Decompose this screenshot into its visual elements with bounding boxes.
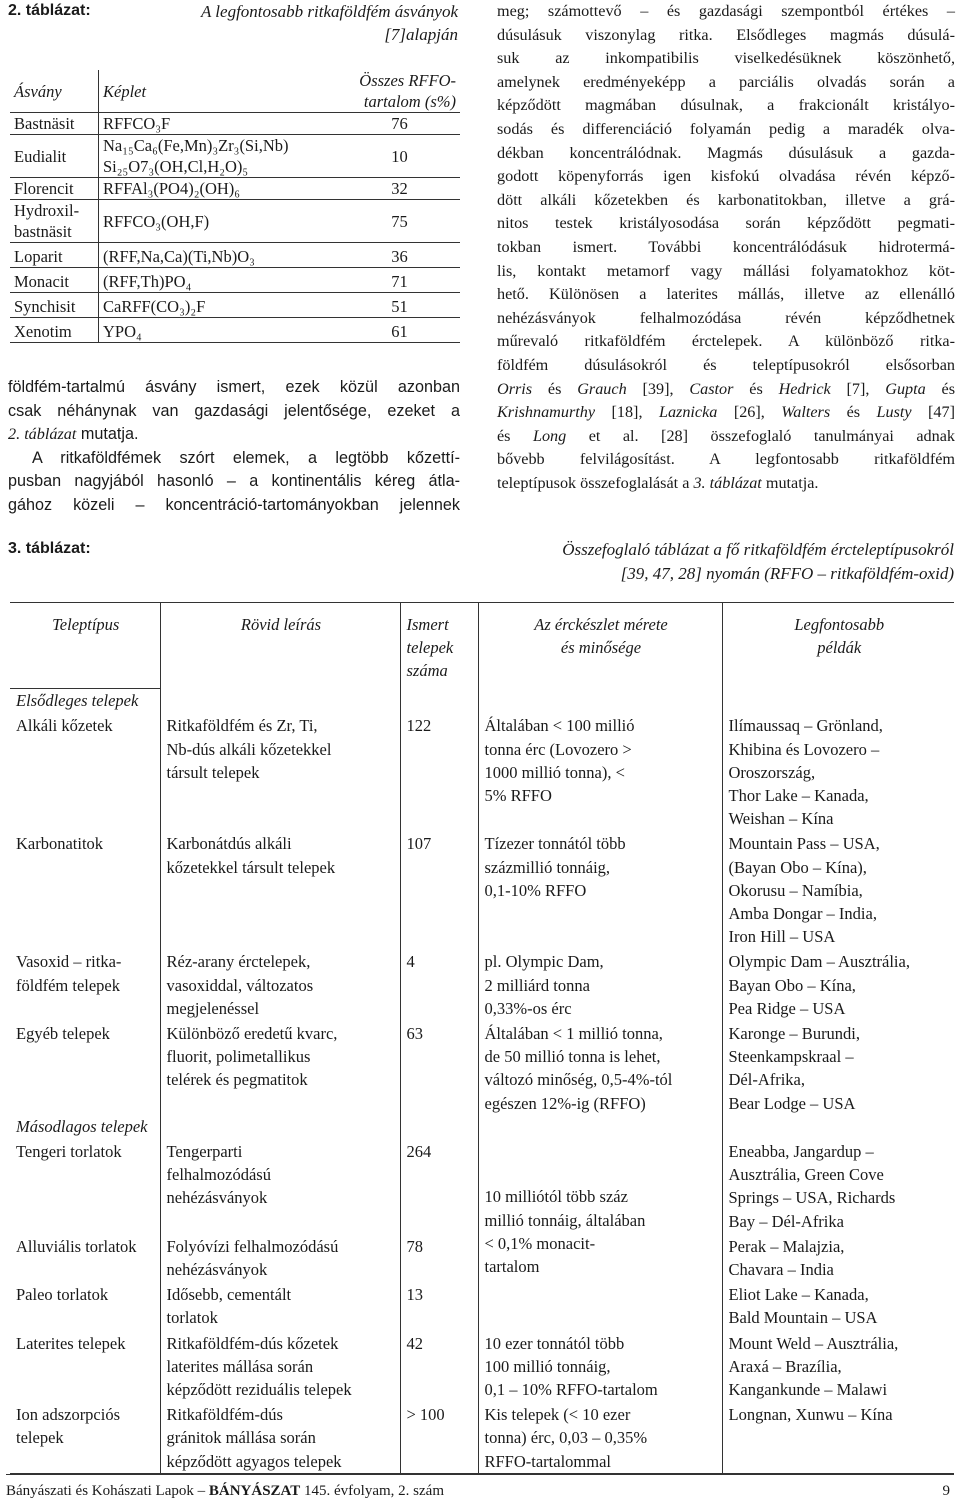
table-row [10, 1330, 954, 1402]
header-content-line2: tartalom (s%) [363, 92, 456, 111]
cell-line: Ritkaföldfém-dús [166, 1405, 283, 1425]
text-fragment: [39], [626, 379, 690, 398]
text-line [8, 423, 460, 447]
text-line: földfém-tartalmú ásvány ismert, ezek közül azonban [8, 378, 460, 396]
deposit-examples [722, 1233, 954, 1281]
header-examples-line: Legfontosabb [794, 615, 885, 634]
cell-line: Ausztrália, Green Cove [728, 1165, 884, 1185]
table-row [10, 712, 954, 830]
header-description: Rövid leírás [160, 603, 400, 689]
mineral-name: Xenotim [10, 318, 99, 343]
deposit-examples [722, 1401, 954, 1473]
author-name: Lusty [876, 403, 912, 422]
cell-line: Iron Hill – USA [728, 927, 836, 947]
header-known-line: száma [406, 661, 448, 681]
section-row-secondary [10, 1115, 954, 1138]
text-fragment: és [733, 379, 779, 398]
table-row [10, 268, 460, 293]
cell-line: 5% RFFO [484, 785, 552, 805]
page-footer [6, 1483, 954, 1500]
section-label: Másodlagos telepek [16, 1116, 148, 1136]
header-known-count [400, 603, 478, 689]
cell-line: fluorit, polimetallikus [166, 1047, 311, 1067]
header-examples-line: példák [817, 638, 862, 658]
text-line: meg; számottevő – és gazdasági szempontból értékes – [497, 2, 955, 20]
cell-line: Bay – Dél-Afrika [728, 1211, 844, 1231]
cell-line: 1000 millió tonna), < [484, 762, 625, 782]
table-row [10, 1401, 954, 1473]
mineral-content: 51 [339, 293, 460, 318]
cell-line: felhalmozódású [166, 1165, 271, 1185]
table3-caption-number: 3. táblázat: [8, 540, 91, 557]
deposit-description [160, 712, 400, 830]
cell-line: 0,33%-os érc [484, 998, 572, 1018]
table3-caption-line1: Összefoglaló táblázat a fő ritkaföldfém ércteleptípusokról [562, 540, 954, 559]
mineral-formula: RFFCO₃(OH,F) [99, 200, 340, 243]
cell-line: Általában < 1 millió tonna, [484, 1023, 663, 1043]
author-name: Grauch [577, 379, 627, 398]
text-fragment: [26], [717, 403, 782, 422]
deposit-count: 122 [400, 712, 478, 830]
author-name: Laznicka [658, 403, 718, 422]
mineral-name: Bastnäsit [10, 113, 99, 135]
cell-line: egészen 12%-ig (RFFO) [484, 1093, 646, 1113]
author-name: Walters [781, 403, 831, 422]
cell-line: Mount Weld – Ausztrália, [728, 1333, 899, 1353]
deposit-description [160, 1281, 400, 1329]
cell-line: százmillió tonnáig, [484, 857, 611, 877]
ore-size [478, 830, 722, 948]
header-formula: Képlet [103, 81, 147, 101]
text-line: tokban ismert. További koncentrálódásuk hidrotermá- [497, 237, 955, 256]
left-body-text [8, 376, 460, 518]
deposit-examples [722, 1138, 954, 1233]
cell-line: Vasoxid – ritka- [16, 952, 122, 972]
table-row [10, 318, 460, 343]
table3-caption-text [470, 538, 954, 586]
text-fragment: és [532, 379, 578, 398]
author-name: Orris [497, 379, 533, 398]
table3-header-row [10, 603, 954, 689]
text-line [497, 378, 955, 402]
table2-caption-line1: A legfontosabb ritkaföldfém ásványok [200, 2, 458, 21]
mineral-name: Florencit [10, 178, 99, 200]
author-name: Gupta [885, 379, 926, 398]
text-fragment: mutatja. [76, 425, 139, 444]
author-name: Castor [689, 379, 734, 398]
cell-line: Oroszország, [728, 762, 816, 782]
ore-size [478, 1330, 722, 1402]
deposit-type: Tengeri torlatok [16, 1141, 122, 1161]
deposit-description [160, 948, 400, 1020]
deposit-examples [722, 1281, 954, 1329]
deposit-count: 63 [400, 1020, 478, 1115]
deposit-count: > 100 [400, 1401, 478, 1473]
text-line: dött alkáli kőzetekben és karbonatitokban, illetve a grá- [497, 190, 955, 209]
table-row [10, 948, 954, 1020]
cell-line: 0,1 – 10% RFFO-tartalom [484, 1380, 658, 1399]
mineral-formula [99, 135, 340, 178]
mineral-content: 71 [339, 268, 460, 293]
ore-size [478, 1020, 722, 1115]
cell-line: Tízezer tonnától több [484, 834, 626, 854]
cell-line: megjelenéssel [166, 998, 260, 1018]
text-fragment: teleptípusok összefoglalását a [497, 473, 694, 492]
mineral-name: Monacit [10, 268, 99, 293]
text-fragment: et al. [28] összefoglaló tanulmányai adnak [566, 426, 955, 445]
deposit-description [160, 1020, 400, 1115]
header-known-line: Ismert [406, 615, 449, 634]
cell-line: Idősebb, cementált [166, 1285, 292, 1305]
text-line [497, 401, 955, 425]
cell-line: változó minőség, 0,5-4%-tól [484, 1070, 673, 1090]
right-body-text [497, 0, 955, 495]
cell-line: Bear Lodge – USA [728, 1093, 856, 1113]
header-known-line: telepek [406, 638, 454, 658]
footer-journal: Bányászati és Kohászati Lapok – [6, 1483, 209, 1499]
text-line [497, 425, 955, 449]
table2-caption-number: 2. táblázat: [8, 2, 91, 19]
mineral-formula: RFFCO₃F [99, 113, 340, 135]
text-line: pusban nagyjából hasonló – a kontinentális kéreg átla- [8, 472, 460, 491]
deposit-count: 42 [400, 1330, 478, 1402]
table-row [10, 113, 460, 135]
ore-size [478, 1401, 722, 1473]
text-fragment: [18], [595, 403, 659, 422]
text-line: lis, kontakt metamorf vagy mállási folyamatokhoz köt- [497, 261, 955, 280]
text-fragment: és [830, 403, 877, 422]
mineral-content: 61 [339, 318, 460, 343]
text-line: műrevaló ritkaföldfém érctelepek. A különböző ritka- [497, 332, 955, 351]
cell-line: vasoxiddal, változatos [166, 975, 314, 995]
table-row [10, 243, 460, 268]
deposit-examples [722, 712, 954, 830]
cell-line: telepek [16, 1428, 64, 1448]
text-fragment: [7], [830, 379, 886, 398]
cell-line: képződött agyagos telepek [166, 1451, 342, 1471]
cell-line: Karonge – Burundi, [728, 1023, 861, 1043]
cell-line: Chavara – India [728, 1259, 834, 1279]
deposit-type [10, 1401, 160, 1473]
deposit-type: Paleo torlatok [16, 1285, 109, 1305]
cell-line: Steenkampskraal – [728, 1047, 854, 1067]
deposit-examples [722, 1020, 954, 1115]
cell-line: Ion adszorpciós [16, 1405, 121, 1425]
cell-line: képződött reziduális telepek [166, 1380, 352, 1399]
table2-caption-text [150, 0, 458, 46]
text-fragment: mutatja. [761, 473, 819, 492]
footer-rule [6, 1474, 954, 1475]
cell-line: kőzetekkel társult telepek [166, 857, 336, 877]
deposit-description [160, 1401, 400, 1473]
cell-line: torlatok [166, 1308, 218, 1328]
mineral-formula: CaRFF(CO₃)₂F [99, 293, 340, 318]
formula-line2: Si₂₅O7₃(OH,Cl,H₂O)₅ [103, 157, 249, 176]
text-fragment: és [925, 379, 956, 398]
deposit-description [160, 830, 400, 948]
author-name: Long [532, 426, 567, 445]
cell-line: Longnan, Xunwu – Kína [728, 1405, 893, 1425]
cell-line: (Bayan Obo – Kína), [728, 857, 867, 877]
header-ore-size [478, 603, 722, 689]
text-line: amelynek eredményeképp a parciális olvadás során a [497, 72, 955, 91]
text-line [497, 472, 955, 496]
mineral-content: 75 [339, 200, 460, 243]
table-row [10, 135, 460, 178]
table2-caption-line2: [7]alapján [384, 25, 458, 44]
mineral-name: Loparit [10, 243, 99, 268]
mineral-formula: RFFAl₃(PO4)₂(OH)₆ [99, 178, 340, 200]
cell-line: Eneabba, Jangardup – [728, 1141, 874, 1161]
table-row [10, 293, 460, 318]
mineral-formula: YPO₄ [99, 318, 340, 343]
cell-line: RFFO-tartalommal [484, 1451, 611, 1471]
deposit-type: Egyéb telepek [16, 1023, 110, 1043]
cell-line: telérek és pegmatitok [166, 1070, 308, 1090]
cell-line: Springs – USA, Richards [728, 1188, 896, 1208]
deposit-types-table [10, 602, 954, 1474]
section-row-primary [10, 689, 954, 713]
footer-volume: 145. évfolyam, 2. szám [300, 1483, 444, 1499]
mineral-name-line1: Hydroxil- [14, 201, 80, 220]
formula-line1: Na₁₅Ca₆(Fe,Mn)₃Zr₃(Si,Nb) [103, 136, 289, 155]
text-line: csak néhánynak van gazdasági jelentősége, ezeket a [8, 401, 460, 420]
cell-line: laterites mállása során [166, 1356, 314, 1376]
mineral-content: 10 [339, 135, 460, 178]
text-line: nitos testek kristályosodása során képződött pegmati- [497, 214, 955, 233]
cell-line: Dél-Afrika, [728, 1070, 806, 1090]
cell-line: Ritkaföldfém-dús kőzetek [166, 1333, 339, 1353]
cell-line: de 50 millió tonna is lehet, [484, 1047, 661, 1067]
header-content-line1: Összes RFFO- [359, 71, 456, 90]
cell-line: Tengerparti [166, 1141, 243, 1161]
author-name: Hedrick [778, 379, 831, 398]
mineral-content: 32 [339, 178, 460, 200]
header-mineral: Ásvány [10, 70, 99, 113]
section-label: Elsődleges telepek [10, 689, 160, 713]
deposit-type: Alkáli kőzetek [16, 716, 113, 736]
table3-caption-line2: [39, 47, 28] nyomán (RFFO – ritkaföldfém-oxid) [620, 564, 954, 583]
deposit-description [160, 1330, 400, 1402]
header-deposit-type: Teleptípus [10, 603, 160, 689]
mineral-name-line2: bastnäsit [14, 222, 72, 241]
cell-line: 2 milliárd tonna [484, 975, 590, 995]
cell-line: társult telepek [166, 762, 260, 782]
cell-line: 0,1-10% RFFO [484, 880, 587, 900]
text-line: nehézásványok felhalmozódása révén képződhetnek [497, 308, 955, 327]
cell-line: Bald Mountain – USA [728, 1308, 878, 1328]
cell-line: Okorusu – Namíbia, [728, 880, 863, 900]
cell-line: Ilímaussaq – Grönland, [728, 716, 883, 736]
table-row [10, 178, 460, 200]
cell-line: Kis telepek (< 10 ezer [484, 1405, 631, 1425]
mineral-name: Synchisit [10, 293, 99, 318]
deposit-count: 13 [400, 1281, 478, 1329]
cell-line: Réz-arany érctelepek, [166, 952, 311, 972]
cell-line: Eliot Lake – Kanada, [728, 1285, 869, 1305]
deposit-type: Laterites telepek [16, 1333, 126, 1353]
deposit-type [10, 948, 160, 1020]
cell-line: Különböző eredetű kvarc, [166, 1023, 338, 1043]
text-line: hető. Különösen a laterites mállás, illetve az ellenálló [497, 285, 955, 304]
table-row [10, 200, 460, 243]
cell-line: Kangankunde – Malawi [728, 1380, 888, 1399]
table-reference: 3. táblázat [693, 473, 762, 492]
cell-line: Olympic Dam – Ausztrália, [728, 952, 910, 972]
cell-line: Thor Lake – Kanada, [728, 785, 869, 805]
header-content [339, 70, 460, 113]
text-line: sodás és differenciáció folyamán pedig a maradék olva- [497, 119, 955, 138]
table2-header-row [10, 70, 460, 113]
deposit-count: 4 [400, 948, 478, 1020]
mineral-name: Eudialit [10, 135, 99, 178]
cell-line: nehézásványok [166, 1188, 268, 1208]
text-line: bővebb felvilágosítást. A legfontosabb ritkaföldfém [497, 450, 955, 469]
deposit-count: 78 [400, 1233, 478, 1281]
cell-line: Bayan Obo – Kína, [728, 975, 856, 995]
cell-line: Khibina és Lovozero – [728, 739, 880, 759]
cell-line: Általában < 100 millió [484, 716, 635, 736]
mineral-formula: (RFF,Th)PO₄ [99, 268, 340, 293]
header-size-line: Az érckészlet mérete [534, 615, 668, 634]
mineral-content: 76 [339, 113, 460, 135]
deposit-count: 107 [400, 830, 478, 948]
text-line: dúsulásuk viszonylag ritka. Elsődleges magmás dúsulá- [497, 25, 955, 44]
deposit-count: 264 [400, 1138, 478, 1233]
cell-line: Amba Dongar – India, [728, 903, 877, 923]
cell-line: 10 ezer tonnától több [484, 1333, 625, 1353]
footer-journal-name: BÁNYÁSZAT [208, 1483, 301, 1499]
cell-line: pl. Olympic Dam, [484, 952, 604, 972]
text-line: suk az inkompatibilis viselkedésüknek köszönhető, [497, 49, 955, 68]
mineral-formula: (RFF,Na,Ca)(Ti,Nb)O₃ [99, 243, 340, 268]
cell-line: tonna érc (Lovozero > [484, 739, 632, 759]
cell-line: Nb-dús alkáli kőzetekkel [166, 739, 332, 759]
cell-line: Folyóvízi felhalmozódású [166, 1236, 339, 1256]
ore-size [478, 948, 722, 1020]
table-row [10, 830, 954, 948]
cell-line: Ritkaföldfém és Zr, Ti, [166, 716, 318, 736]
header-examples [722, 603, 954, 689]
cell-line: Perak – Malajzia, [728, 1236, 845, 1256]
ore-size [478, 712, 722, 830]
table-row [10, 1020, 954, 1115]
table-row [10, 1138, 954, 1233]
cell-line: nehézásványok [166, 1259, 268, 1279]
mineral-content: 36 [339, 243, 460, 268]
text-fragment: és [497, 426, 533, 445]
cell-line: Araxá – Brazília, [728, 1356, 842, 1376]
header-size-line: és minősége [560, 638, 642, 658]
mineral-name [10, 200, 99, 243]
text-line: földfém dúsulásokról és teleptípusokról elsősorban [497, 355, 955, 374]
text-line: godott köpenyforrás igen kisfokú olvadása révén képző- [497, 167, 955, 186]
page-number: 9 [942, 1483, 950, 1499]
deposit-examples [722, 830, 954, 948]
deposit-type: Karbonatitok [16, 834, 104, 854]
author-name: Krishnamurthy [497, 403, 596, 422]
cell-line: 100 millió tonnáig, [484, 1356, 611, 1376]
deposit-description [160, 1233, 400, 1281]
cell-line: < 0,1% monacit- [484, 1233, 596, 1253]
cell-line: gránitok mállása során [166, 1428, 316, 1448]
text-line: gához közeli – koncentráció-tartományokban jelennek [8, 495, 460, 514]
text-fragment: [47] [911, 403, 956, 422]
cell-line: tonna) érc, 0,03 – 0,35% [484, 1428, 648, 1448]
deposit-description [160, 1138, 400, 1233]
cell-line: 10 milliótól több száz [484, 1187, 628, 1207]
text-line: dékban koncentrálódnak. Magmás dúsulásuk a gazda- [497, 143, 955, 162]
deposit-examples [722, 948, 954, 1020]
deposit-type: Alluviális torlatok [16, 1236, 137, 1256]
cell-line: tartalom [484, 1256, 540, 1276]
cell-line: millió tonnáig, általában [484, 1210, 646, 1230]
cell-line: Karbonátdús alkáli [166, 834, 292, 854]
cell-line: földfém telepek [16, 975, 120, 995]
cell-line: Pea Ridge – USA [728, 998, 846, 1018]
text-line: képződött magmában dúsulnak, a frakcionált kristályo- [497, 96, 955, 115]
deposit-examples [722, 1330, 954, 1402]
ore-size-shared [478, 1138, 722, 1330]
text-line: A ritkaföldfémek szórt elemek, a legtöbb kőzettí- [32, 448, 460, 467]
table-reference: 2. táblázat [8, 425, 77, 444]
cell-line: Mountain Pass – USA, [728, 834, 880, 854]
mineral-table [10, 70, 460, 343]
cell-line: Weishan – Kína [728, 809, 834, 829]
